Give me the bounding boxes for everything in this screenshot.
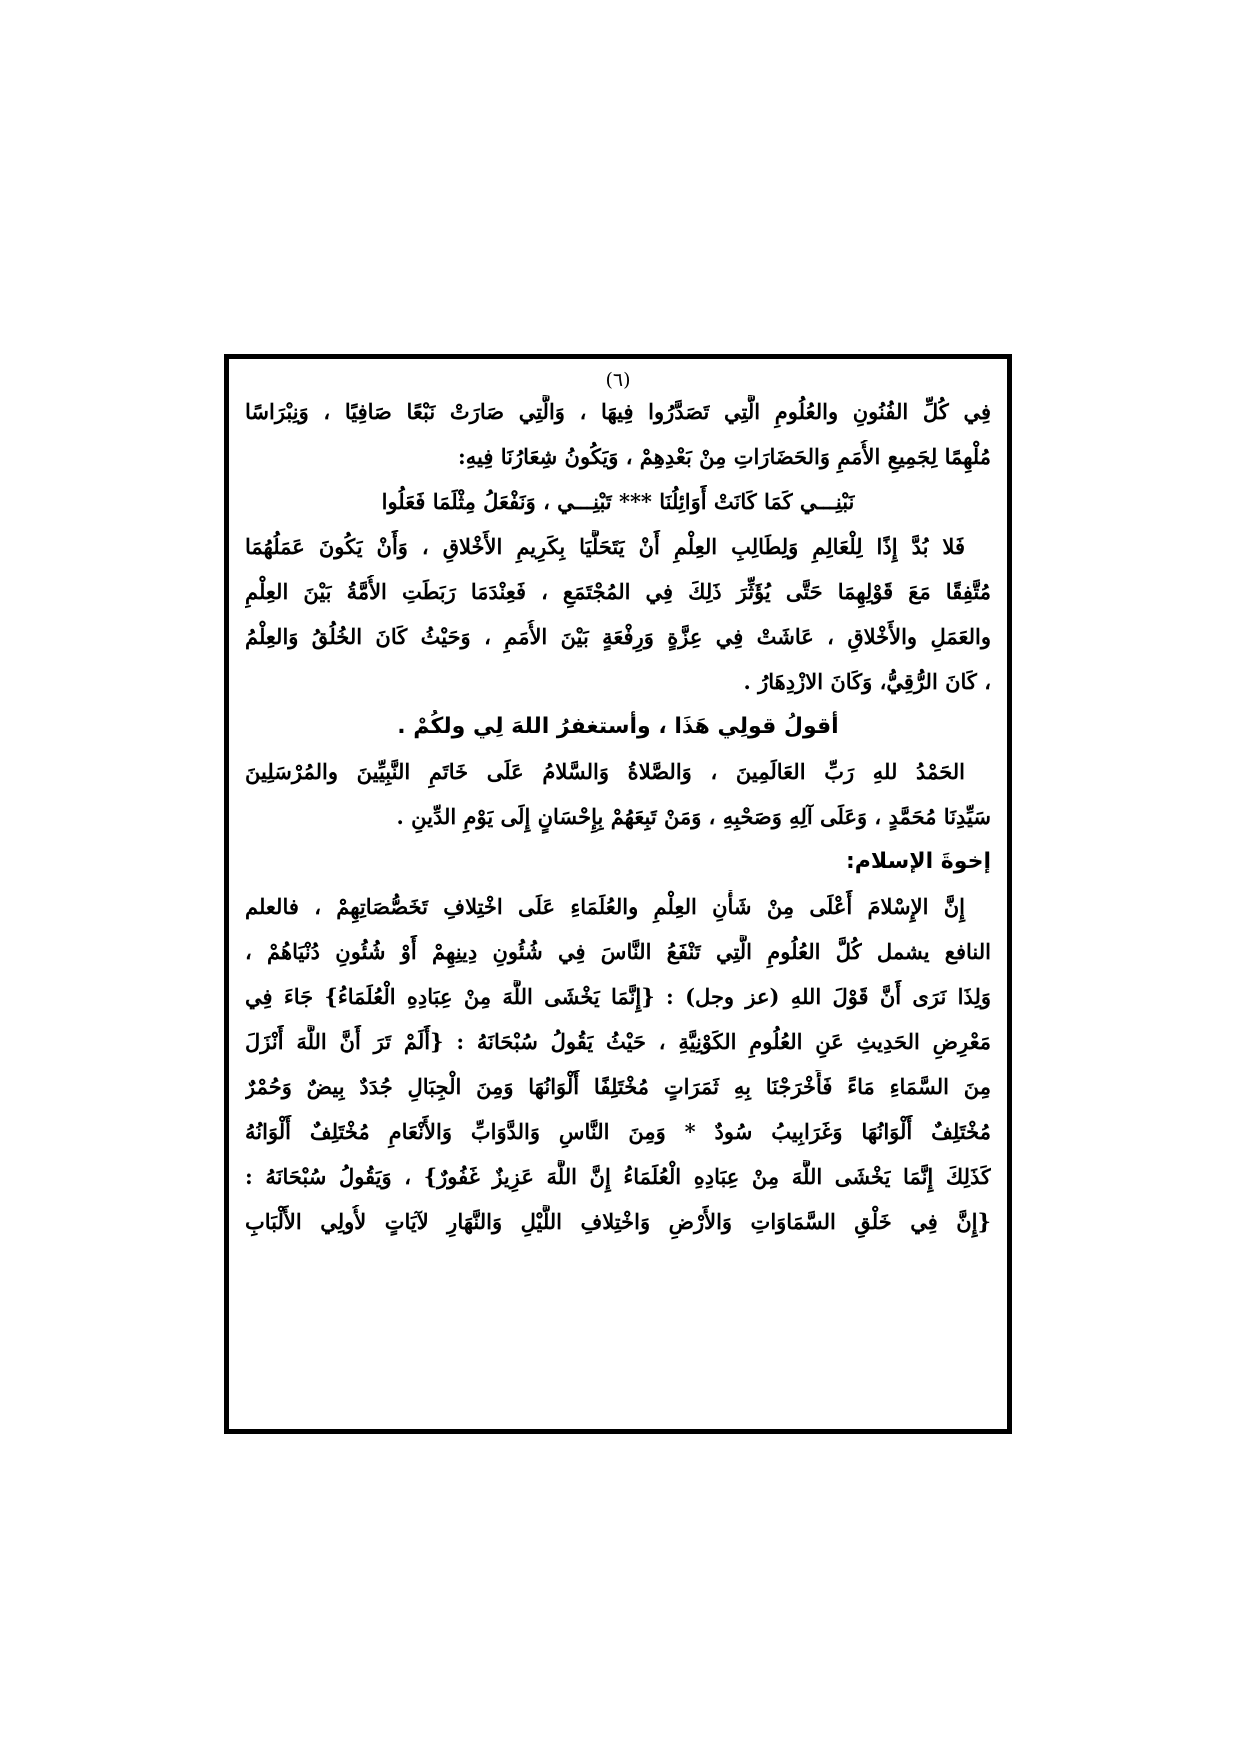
text-line: فَلا بُدَّ إِذًا لِلْعَالِمِ وَلِطَالِبِ العِلْمِ أَنْ يَتَحَلَّيَا بِكَرِيمِ الأَخْلاقِ ، وَأَنْ يَكُونَ عَمَلُهُمَا (245, 534, 965, 559)
text-line: مِنَ السَّمَاءِ مَاءً فَأَخْرَجْنَا بِهِ ثَمَرَاتٍ مُخْتَلِفًا أَلْوَانُهَا وَمِنَ الْجِبَالِ جُدَدٌ بِيضٌ وَحُمْرٌ (245, 1074, 991, 1099)
text-body (245, 395, 991, 1250)
text-line: مُلْهِمًا لِجَمِيعِ الأُمَمِ وَالحَضَارَاتِ مِنْ بَعْدِهِمْ ، وَيَكُونُ شِعَارُنَا فِيهِ: (458, 444, 991, 469)
text-line: سَيِّدِنَا مُحَمَّدٍ ، وَعَلَى آلِهِ وَصَحْبِهِ ، وَمَنْ تَبِعَهُمْ بِإِحْسَانٍ إِلَى يَوْمِ الدِّينِ . (396, 804, 991, 829)
text-line: فِي كُلِّ الفُنُونِ والعُلُومِ الَّتِي تَصَدَّرُوا فِيهَا ، وَالَّتِي صَارَتْ نَبْعًا صَافِيًا ، وَنِبْرَاسًا (245, 399, 991, 424)
page-frame (224, 354, 1012, 1434)
text-line: الحَمْدُ للهِ رَبِّ العَالَمِينَ ، وَالصَّلاةُ وَالسَّلامُ عَلَى خَاتَمِ النَّبِيِّينَ والمُرْسَلِينَ (245, 759, 965, 784)
text-line: {إِنَّ فِي خَلْقِ السَّمَاوَاتِ وَالأَرْضِ وَاخْتِلافِ اللَّيْلِ وَالنَّهَارِ لآيَاتٍ لأُولِي الأَلْبَابِ (245, 1209, 991, 1234)
text-line: مُخْتَلِفٌ أَلْوَانُهَا وَغَرَابِيبُ سُودٌ * وَمِنَ النَّاسِ وَالدَّوَابِّ وَالأَنْعَامِ مُخْتَلِفٌ أَلْوَانُهُ (245, 1119, 991, 1144)
text-line: وَلِذَا نَرَى أَنَّ قَوْلَ اللهِ (عز وجل) : {إِنَّمَا يَخْشَى اللَّهَ مِنْ عِبَادِهِ الْعُلَمَاءُ} جَاءَ فِي (245, 984, 991, 1009)
poem-verse: نَبْنِـــي كَمَا كَانَتْ أَوَائِلُنَا *** تَبْنِـــي ، وَنَفْعَلُ مِثْلَمَا فَعَلُوا (381, 489, 855, 514)
text-line: مُتَّفِقًا مَعَ قَوْلِهِمَا حَتَّى يُؤَثِّرَ ذَلِكَ فِي المُجْتَمَعِ ، فَعِنْدَمَا رَبَطَتِ الأُمَّةُ بَيْنَ العِلْمِ (245, 579, 991, 604)
text-line: مَعْرِضِ الحَدِيثِ عَنِ العُلُومِ الكَوْنِيَّةِ ، حَيْثُ يَقُولُ سُبْحَانَهُ : {أَلَمْ تَرَ أَنَّ اللَّهَ أَنْزَلَ (245, 1029, 991, 1054)
section-heading: إخوةَ الإسلام: (845, 849, 991, 874)
text-line: والعَمَلِ والأَخْلاقِ ، عَاشَتْ فِي عِزَّةٍ وَرِفْعَةٍ بَيْنَ الأُمَمِ ، وَحَيْثُ كَانَ الخُلُقُ وَالعِلْمُ (245, 624, 991, 649)
section-heading: أقولُ قولِي هَذَا ، وأستغفرُ اللهَ لِي ولكُمْ . (397, 714, 839, 739)
text-line: ، كَانَ الرُّقِيُّ، وَكَانَ الازْدِهَارُ . (743, 669, 991, 694)
page-number: (٦) (605, 369, 631, 391)
text-line: النافع يشمل كُلَّ العُلُومِ الَّتِي تَنْفَعُ النَّاسَ فِي شُئُونِ دِينِهِمْ أَوْ شُئُونِ دُنْيَاهُمْ ، (245, 939, 991, 964)
text-line: إِنَّ الإِسْلامَ أَعْلَى مِنْ شَأْنِ العِلْمِ والعُلَمَاءِ عَلَى اخْتِلافِ تَخَصُّصَاتِهِمْ ، فالعلم (245, 894, 965, 919)
text-line: كَذَلِكَ إِنَّمَا يَخْشَى اللَّهَ مِنْ عِبَادِهِ الْعُلَمَاءُ إِنَّ اللَّهَ عَزِيزٌ غَفُورٌ} ، وَيَقُولُ سُبْحَانَهُ : (245, 1164, 991, 1189)
